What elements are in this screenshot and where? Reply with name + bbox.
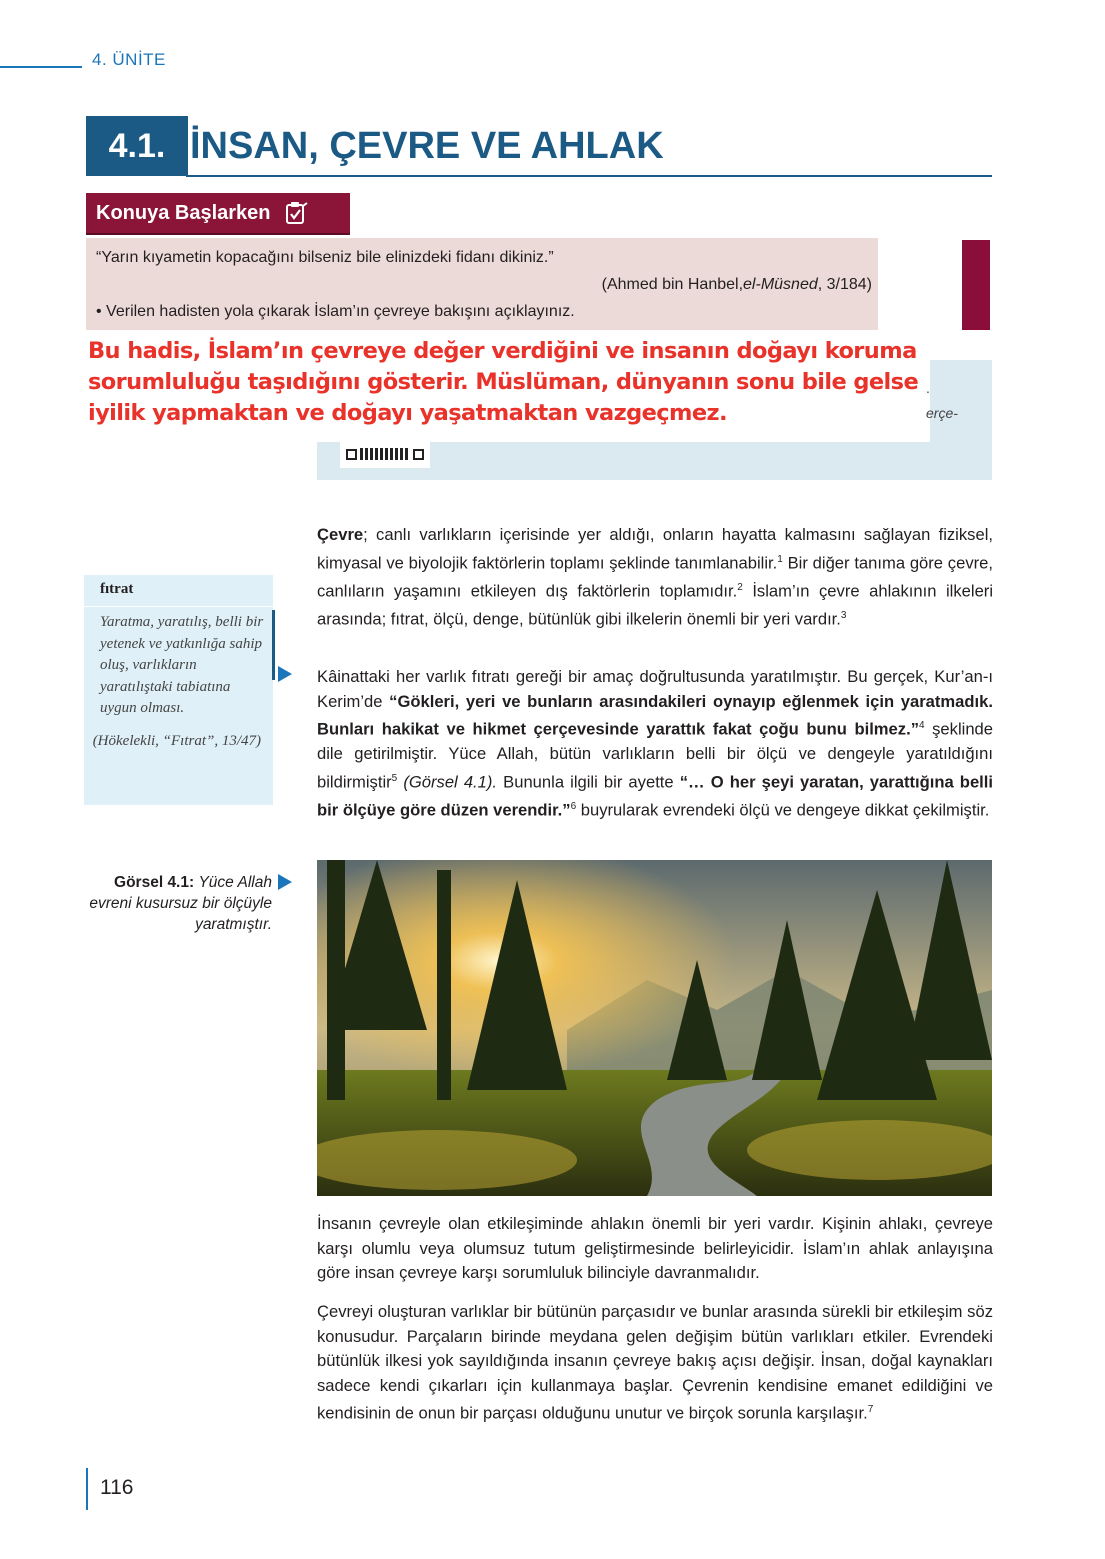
arrow-right-icon — [278, 874, 292, 890]
hadith-source: (Ahmed bin Hanbel,el-Müsned, 3/184) — [601, 276, 872, 293]
page-number: 116 — [100, 1476, 134, 1499]
answer-line: Bu hadis, İslam’ın çevreye değer verdiğini ve insanın doğayı koruma — [88, 338, 917, 364]
figure-caption: Görsel 4.1: Yüce Allah evreni kusursuz bir ölçüyle yaratmıştır. — [89, 874, 272, 933]
info-fragment: erçe- — [926, 405, 958, 421]
paragraph-4: Çevreyi oluşturan varlıklar bir bütünün parçasıdır ve bunlar arasında sürekli bir etkileşim söz konusudur. Parçaların birinde meydana gelen değişim bütün varlıkları etkiler. Evrendeki bütünlük ilkesi yok sayıldığında insanın çevreye bakış açısı değişir. İnsan, doğal kaynakları sadece kendi çıkarları için kullanmaya başlar. Çevrenin kendisine emanet edildiğini ve kendisinin de onun bir parçası olduğunu unutur ve birçok sorunla karşılaşır.$^7$ — [317, 1302, 993, 1423]
konuya-baslarken-badge — [86, 193, 350, 235]
arrow-right-icon — [278, 666, 292, 682]
quote-box — [86, 238, 878, 330]
paragraph-2: Kâinattaki her varlık fıtratı gereği bir amaç doğrultusunda yaratılmıştır. Bu gerçek, Kur’an-ı Kerim’de “Gökleri, yeri ve bunların arasındakileri oynayıp eğlenmek için yaratmadık. Bunları hakikat ve hikmet çerçevesinde yarattık fakat çoğu bunu bilmez.”$^4$ şeklinde dile getirilmiştir. Yüce Allah, bütün varlıkların belli bir ölçü ve dengeyle yaratıldığını bildirmiştir$^5$ (Görsel 4.1). Bununla ilgili bir ayette “… O her şeyi yaratan, yarattığına belli bir ölçüye göre düzen verendir.”$^6$ buyrularak evrendeki ölçü ve dengeye dikkat çekilmiştir. — [317, 667, 994, 820]
glossary-term: fıtrat — [100, 581, 134, 597]
page-number-rule — [86, 1468, 88, 1510]
question-text: • Verilen hadisten yola çıkarak İslam’ın çevreye bakışını açıklayınız. — [96, 303, 575, 320]
info-fragment: . — [926, 380, 930, 396]
forest-photo — [317, 860, 992, 1196]
glossary-source: (Hökelekli, “Fıtrat”, 13/47) — [92, 733, 261, 749]
section-title: İNSAN, ÇEVRE VE AHLAK — [190, 125, 664, 167]
paragraph-1: Çevre; canlı varlıkların içerisinde yer aldığı, onların hayatta kalmasını sağlayan fiziksel, kimyasal ve biyolojik faktörlerin toplamı şeklinde tanımlanabilir.$^1$ Bir diğer tanıma göre çevre, canlıların yaşamını etkileyen dış faktörlerin toplamıdır.$^2$ İslam’ın çevre ahlakının ilkeleri arasında; fıtrat, ölçü, denge, bütünlük gibi ilkelerin önemli bir yeri vardır.$^3$ — [317, 525, 994, 629]
side-red-bar — [962, 240, 990, 330]
section-number: 4.1. — [86, 116, 188, 176]
answer-box — [86, 330, 930, 442]
unit-rule — [0, 66, 82, 68]
glossary-definition: Yaratma, yaratılış, belli bir yetenek ve yatkınlığa sahip oluş, varlıkların yaratılıştaki tabiatına uygun olması. — [100, 614, 264, 716]
section-rule — [186, 175, 992, 177]
answer-line: iyilik yapmaktan ve doğayı yaşatmaktan vazgeçmez. — [88, 400, 727, 426]
clipboard-check-icon — [283, 200, 309, 226]
unit-label: 4. ÜNİTE — [92, 50, 166, 69]
hadith-quote: “Yarın kıyametin kopacağını bilseniz bile elinizdeki fidanı dikiniz.” — [96, 249, 554, 266]
answer-text — [88, 336, 928, 429]
glossary-accent — [272, 610, 275, 680]
qr-code[interactable] — [340, 440, 430, 468]
glossary-box — [84, 575, 273, 805]
glossary-divider — [84, 606, 273, 607]
paragraph-3: İnsanın çevreyle olan etkileşiminde ahlakın önemli bir yeri vardır. Kişinin ahlakı, çevreye karşı olumlu veya olumsuz tutum geliştirmesinde belirleyicidir. İslam’ın ahlak anlayışına göre insan çevreye karşı sorumluluk bilinciyle davranmalıdır. — [317, 1214, 993, 1282]
answer-line: sorumluluğu taşıdığını gösterir. Müslüman, dünyanın sonu bile gelse — [88, 369, 919, 395]
konuya-label: Konuya Başlarken — [96, 201, 271, 224]
